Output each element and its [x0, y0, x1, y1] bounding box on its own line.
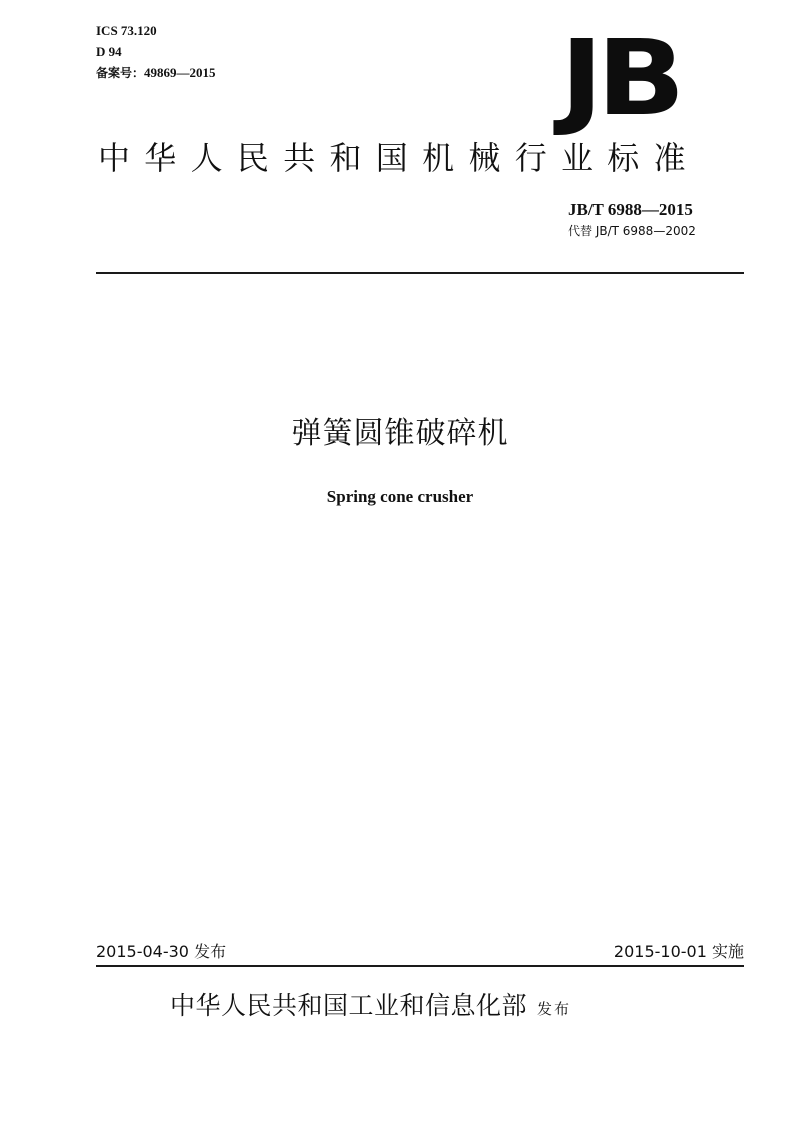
issuer-name: 中华人民共和国工业和信息化部	[170, 991, 528, 1020]
standard-number: JB/T 6988—2015	[568, 200, 693, 219]
ics-code: ICS 73.120	[96, 23, 157, 38]
record-number-value: 49869—2015	[144, 65, 216, 80]
footer-divider	[96, 965, 744, 967]
record-number	[96, 65, 216, 81]
issuer-verb: 发布	[537, 1000, 572, 1018]
jb-logo: JB	[560, 17, 679, 139]
issuer-line	[170, 986, 571, 1029]
ccs-code: D 94	[96, 44, 122, 59]
record-number-label: 备案号：	[96, 66, 145, 80]
document-title-zh: 弹簧圆锥破碎机	[291, 416, 509, 451]
header-divider	[96, 272, 744, 274]
implementation-date: 2015-10-01 实施	[613, 942, 744, 961]
standard-category-title: 中华人民共和国机械行业标准	[98, 139, 700, 177]
replaces-standard: 代替 JB/T 6988—2002	[568, 224, 696, 238]
issue-date: 2015-04-30 发布	[96, 942, 227, 961]
document-title-en: Spring cone crusher	[326, 487, 474, 506]
